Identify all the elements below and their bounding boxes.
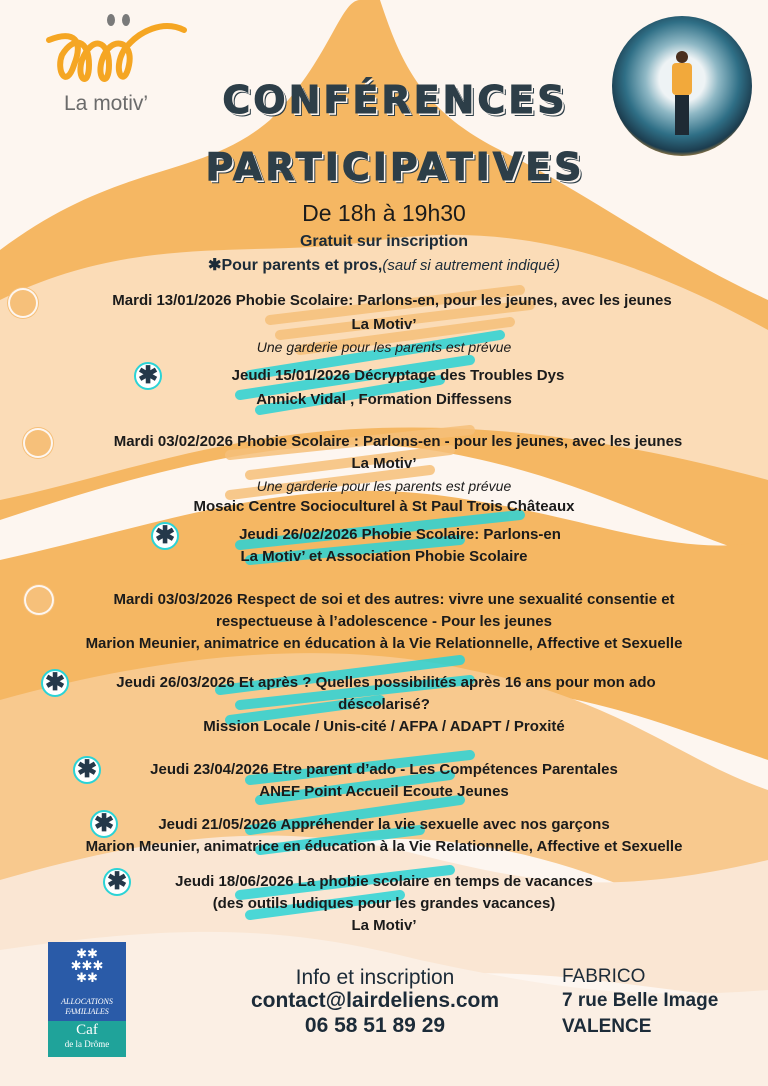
event-5-title: Mardi 03/03/2026 Respect de soi et des autres: vivre une sexualité consentie et — [113, 591, 675, 608]
asterisk-icon: ✱ — [134, 362, 162, 390]
event-5-title-cont: respectueuse à l’adolescence - Pour les jeunes — [216, 613, 552, 630]
contact-label: Info et inscription — [295, 966, 455, 989]
event-6-speaker: Mission Locale / Unis-cité / AFPA / ADAPT / Proxité — [203, 718, 565, 735]
event-1-title: Mardi 13/01/2026 Phobie Scolaire: Parlons-en, pour les jeunes, avec les jeunes — [112, 292, 672, 309]
event-7-speaker: ANEF Point Accueil Ecoute Jeunes — [259, 783, 509, 800]
event-6-title: Jeudi 26/03/2026 Et après ? Quelles possibilités après 16 ans pour mon ado — [116, 674, 656, 691]
venue-city: VALENCE — [562, 1016, 652, 1037]
contact-email[interactable]: contact@lairdeliens.com — [250, 989, 500, 1012]
asterisk-icon: ✱ — [90, 810, 118, 838]
event-3-speaker: La Motiv’ — [351, 455, 417, 472]
contact-phone[interactable]: 06 58 51 89 29 — [304, 1014, 446, 1037]
asterisk-icon: ✱ — [73, 756, 101, 784]
asterisk-icon: ✱ — [41, 669, 69, 697]
event-3-title: Mardi 03/02/2026 Phobie Scolaire : Parlons-en - pour les jeunes, avec les jeunes — [113, 433, 683, 450]
event-8-speaker: Marion Meunier, animatrice en éducation à la Vie Relationnelle, Affective et Sexuelle — [85, 838, 683, 855]
event-9-speaker: La Motiv’ — [351, 917, 417, 934]
event-3-note: Une garderie pour les parents est prévue — [256, 478, 512, 494]
caf-line3: Caf — [76, 1022, 98, 1038]
event-5-speaker: Marion Meunier, animatrice en éducation à la Vie Relationnelle, Affective et Sexuelle — [85, 635, 683, 652]
event-6-title-cont: déscolarisé? — [338, 696, 430, 713]
audience-line — [0, 257, 768, 275]
event-4-title: Jeudi 26/02/2026 Phobie Scolaire: Parlons-en — [239, 526, 561, 543]
la-motiv-logo-text: La motiv’ — [64, 92, 149, 115]
venue-name: FABRICO — [562, 966, 646, 987]
event-9-subtitle: (des outils ludiques pour les grandes vacances) — [212, 895, 556, 912]
title-line-2: PARTICIPATIVES — [205, 145, 585, 189]
event-8-title: Jeudi 21/05/2026 Appréhender la vie sexuelle avec nos garçons — [158, 816, 610, 833]
event-9-title: Jeudi 18/06/2026 La phobie scolaire en temps de vacances — [175, 873, 593, 890]
event-1-speaker: La Motiv’ — [351, 316, 417, 333]
free-registration: Gratuit sur inscription — [299, 233, 468, 250]
event-2-speaker: Annick Vidal , Formation Diffessens — [256, 391, 512, 408]
event-1-note: Une garderie pour les parents est prévue — [256, 339, 512, 355]
event-2-title: Jeudi 15/01/2026 Décryptage des Troubles Dys — [231, 367, 565, 384]
asterisk-icon: ✱ — [103, 868, 131, 896]
title-line-1: CONFÉRENCES — [222, 78, 568, 122]
audience-italic: (sauf si autrement indiqué) — [382, 257, 560, 274]
caf-line1: ALLOCATIONS — [61, 997, 113, 1006]
caf-logo — [48, 942, 126, 1057]
event-3-place: Mosaic Centre Socioculturel à St Paul Trois Châteaux — [193, 498, 575, 515]
event-7-title: Jeudi 23/04/2026 Etre parent d’ado - Les Compétences Parentales — [150, 761, 618, 778]
venue-street: 7 rue Belle Image — [562, 990, 719, 1011]
asterisk-icon: ✱ — [208, 257, 222, 274]
time-range: De 18h à 19h30 — [302, 200, 466, 226]
audience-bold: Pour parents et pros, — [221, 257, 383, 274]
caf-line4: de la Drôme — [64, 1039, 110, 1049]
asterisk-icon: ✱ — [151, 522, 179, 550]
caf-line2: FAMILIALES — [65, 1007, 109, 1016]
caf-families-icon: ✱✱ ✱✱✱ ✱✱ — [70, 946, 104, 985]
event-4-speaker: La Motiv’ et Association Phobie Scolaire — [240, 548, 528, 565]
